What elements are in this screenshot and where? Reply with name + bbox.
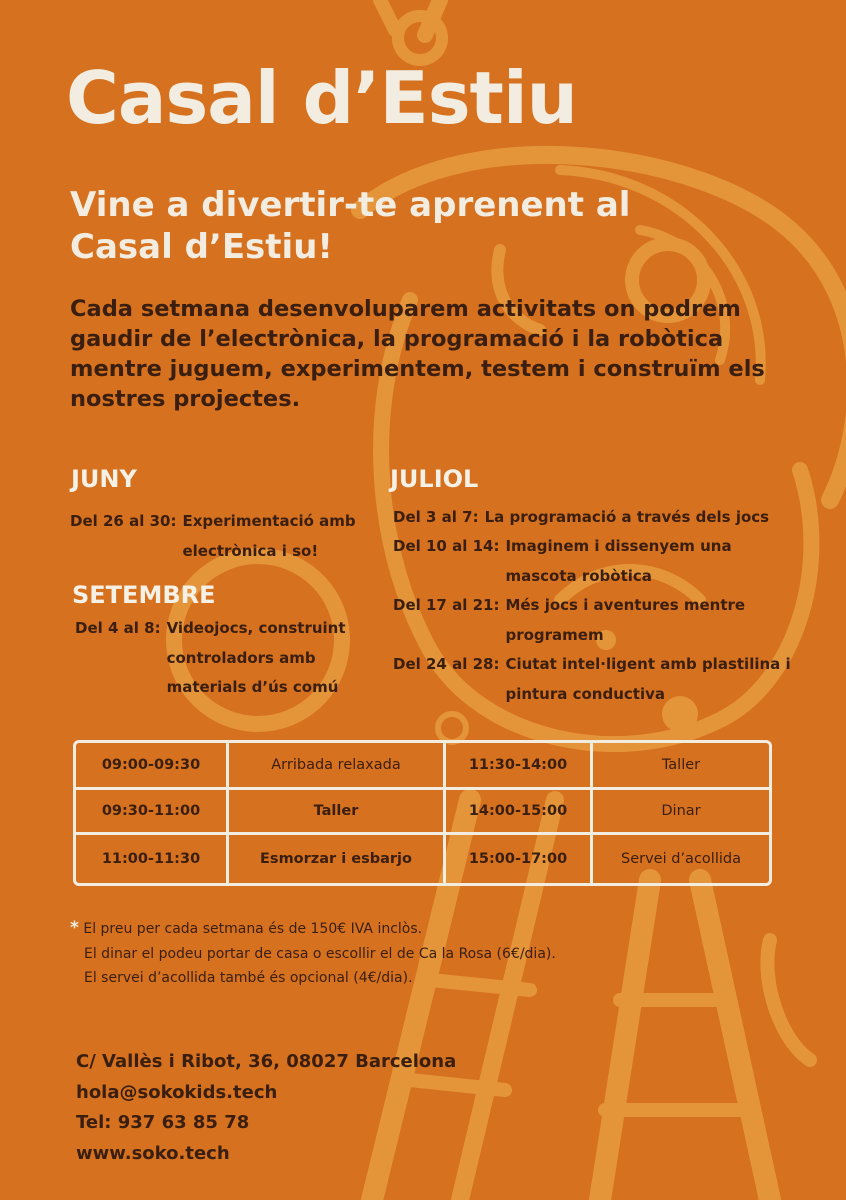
contact-info	[76, 1047, 456, 1169]
schedule-time: 11:30-14:00	[468, 757, 568, 773]
week-item	[393, 503, 785, 533]
week-description: Videojocs, construint controladors amb materials d’ús comú	[166, 619, 346, 696]
note-price: El preu per cada setmana és de 150€ IVA inclòs.	[83, 921, 423, 937]
week-dates: Del 4 al 8:	[75, 619, 161, 637]
schedule-activity: Esmorzar i esbarjo	[260, 851, 412, 867]
week-dates: Del 24 al 28:	[393, 655, 500, 673]
schedule-activity: Arribada relaxada	[271, 757, 401, 773]
month-heading-juliol: JULIOL	[390, 465, 479, 493]
week-dates: Del 10 al 14:	[393, 537, 500, 555]
week-description: Més jocs i aventures mentre programem	[505, 596, 746, 644]
schedule-time: 14:00-15:00	[468, 803, 568, 819]
price-notes	[70, 916, 556, 991]
asterisk: *	[70, 918, 79, 938]
week-item	[70, 507, 362, 566]
week-description: Experimentació amb electrònica i so!	[182, 512, 356, 560]
week-dates: Del 26 al 30:	[70, 512, 177, 530]
page-title: Casal d’Estiu	[66, 56, 577, 140]
week-item	[75, 614, 367, 703]
week-item	[393, 650, 795, 709]
month-heading-setembre: SETEMBRE	[72, 581, 216, 609]
note-care: El servei d’acollida també és opcional (4€/dia).	[84, 970, 413, 986]
schedule-table	[73, 740, 772, 886]
contact-website[interactable]: www.soko.tech	[76, 1142, 230, 1164]
schedule-time: 11:00-11:30	[101, 851, 201, 867]
week-description: Imaginem i dissenyem una mascota robòtica	[505, 537, 732, 585]
schedule-activity: Servei d’acollida	[621, 851, 741, 867]
intro-text: Cada setmana desenvoluparem activitats on podrem gaudir de l’electrònica, la programació i la robòtica mentre juguem, experimentem, testem i construïm els nostres projectes.	[70, 296, 765, 412]
week-description: La programació a través dels jocs	[484, 508, 770, 526]
subtitle: Vine a divertir-te aprenent al Casal d’Estiu!	[70, 185, 631, 267]
week-description: Ciutat intel·ligent amb plastilina i pintura conductiva	[505, 655, 791, 703]
contact-email[interactable]: hola@sokokids.tech	[76, 1081, 278, 1103]
week-dates: Del 17 al 21:	[393, 596, 500, 614]
contact-address: C/ Vallès i Ribot, 36, 08027 Barcelona	[76, 1051, 457, 1072]
schedule-activity: Taller	[661, 757, 701, 773]
schedule-activity: Dinar	[661, 803, 701, 819]
schedule-time: 09:30-11:00	[101, 803, 201, 819]
week-item	[393, 591, 765, 650]
schedule-time: 09:00-09:30	[101, 757, 201, 773]
schedule-activity: Taller	[313, 803, 359, 819]
schedule-time: 15:00-17:00	[468, 851, 568, 867]
week-item	[393, 532, 755, 591]
contact-phone[interactable]: Tel: 937 63 85 78	[76, 1112, 250, 1133]
month-heading-juny: JUNY	[71, 465, 137, 493]
note-lunch: El dinar el podeu portar de casa o escollir el de Ca la Rosa (6€/dia).	[84, 945, 556, 962]
week-dates: Del 3 al 7:	[393, 508, 479, 526]
note-line	[70, 916, 556, 942]
